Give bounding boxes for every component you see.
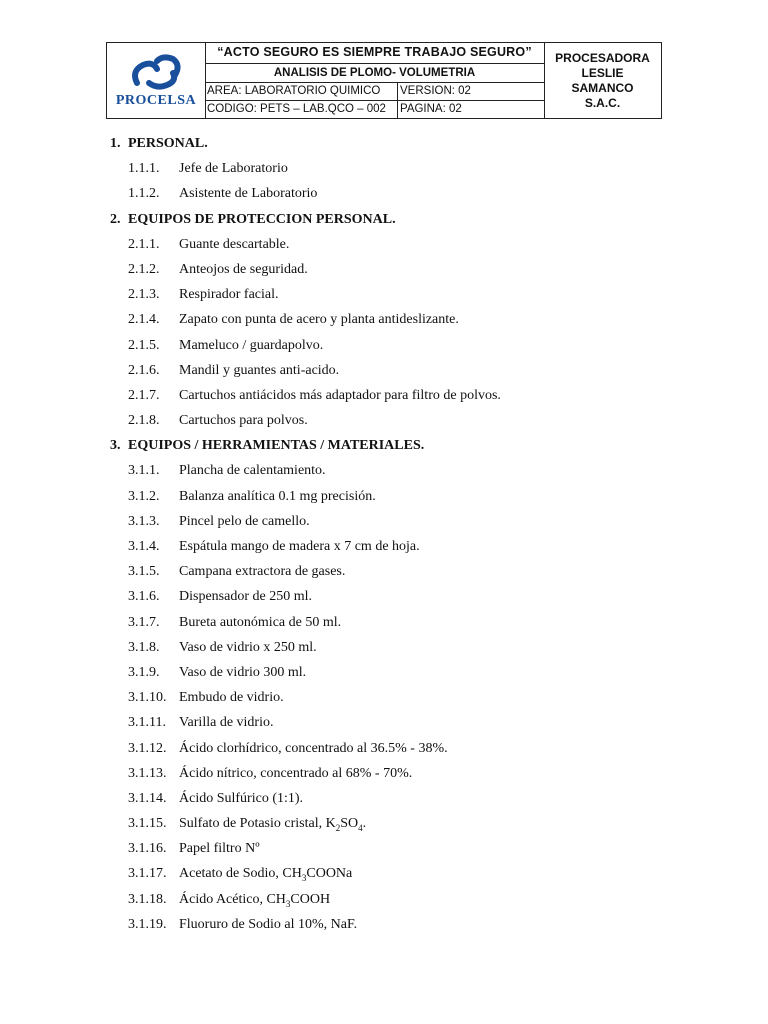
section-title [110, 433, 670, 458]
item-number: 3.1.11. [128, 715, 166, 731]
code-field: CODIGO: PETS – LAB.QCO – 002 [205, 101, 398, 118]
item-text: Zapato con punta de acero y planta antideslizante. [179, 312, 459, 328]
list-item [110, 584, 670, 609]
item-text: Dispensador de 250 ml. [179, 589, 312, 605]
item-number: 3.1.14. [128, 790, 167, 806]
item-text: Ácido Sulfúrico (1:1). [179, 790, 304, 806]
list-item [110, 232, 670, 257]
item-number: 3.1.13. [128, 765, 167, 781]
item-text: Papel filtro Nº [179, 841, 260, 857]
item-text: Balanza analítica 0.1 mg precisión. [179, 488, 376, 504]
page-field: PAGINA: 02 [400, 103, 462, 115]
item-text: Asistente de Laboratorio [179, 186, 318, 202]
list-item [110, 509, 670, 534]
section-title [110, 131, 670, 156]
company-line: SAMANCO [571, 80, 634, 95]
list-item [110, 333, 670, 358]
item-text: Sulfato de Potasio cristal, $K_2SO_4$. [179, 816, 367, 833]
item-number: 2.1.2. [128, 261, 160, 277]
list-item [110, 786, 670, 811]
item-number: 3.1.1. [128, 463, 160, 479]
item-text: Bureta autonómica de 50 ml. [179, 614, 342, 630]
item-number: 3.1.9. [128, 664, 160, 680]
section-number: 2. [110, 211, 121, 227]
item-text: Cartuchos para polvos. [179, 413, 308, 429]
item-number: 1.1.1. [128, 161, 160, 177]
item-text: Anteojos de seguridad. [179, 261, 308, 277]
item-number: 2.1.6. [128, 362, 160, 378]
item-text: Respirador facial. [179, 287, 279, 303]
area-version-row [205, 83, 544, 101]
section-title-text: EQUIPOS / HERRAMIENTAS / MATERIALES. [128, 438, 425, 454]
item-text: Campana extractora de gases. [179, 564, 346, 580]
list-item [110, 257, 670, 282]
item-number: 3.1.5. [128, 564, 160, 580]
item-number: 2.1.8. [128, 413, 160, 429]
item-text: Mandil y guantes anti-acido. [179, 362, 340, 378]
logo-cell [107, 43, 206, 118]
item-number: 3.1.19. [128, 916, 167, 932]
item-number: 3.1.8. [128, 639, 160, 655]
item-text: Ácido nítrico, concentrado al 68% - 70%. [179, 765, 413, 781]
section-title-text: EQUIPOS DE PROTECCION PERSONAL. [128, 211, 396, 227]
item-text: Varilla de vidrio. [179, 715, 274, 731]
document-title: ANALISIS DE PLOMO- VOLUMETRIA [205, 64, 544, 83]
version-field: VERSION: 02 [400, 85, 471, 97]
list-item [110, 660, 670, 685]
code-page-row [205, 101, 544, 118]
item-number: 3.1.12. [128, 740, 167, 756]
item-number: 3.1.18. [128, 891, 167, 907]
item-text: Acetato de Sodio, $CH_3COONa$ [179, 866, 353, 884]
item-number: 2.1.7. [128, 387, 160, 403]
list-item [110, 156, 670, 181]
list-item [110, 559, 670, 584]
section-title [110, 207, 670, 232]
list-item [110, 836, 670, 861]
list-item [110, 710, 670, 735]
item-number: 3.1.4. [128, 539, 160, 554]
item-text: Ácido clorhídrico, concentrado al 36.5% - 38%. [179, 740, 448, 756]
list-item [110, 358, 670, 383]
item-text: Ácido Acético, $CH_3COOH$ [179, 891, 331, 909]
item-text: Cartuchos antiácidos más adaptador para filtro de polvos. [179, 387, 501, 403]
section-number: 1. [110, 136, 121, 151]
item-text: Espátula mango de madera x 7 cm de hoja. [179, 539, 420, 554]
list-item [110, 458, 670, 483]
list-item [110, 736, 670, 761]
item-text: Vaso de vidrio 300 ml. [179, 664, 307, 680]
logo-text: PROCELSA [115, 93, 197, 108]
item-text: Vaso de vidrio x 250 ml. [179, 639, 317, 655]
list-item [110, 610, 670, 635]
list-item [110, 685, 670, 710]
list-item [110, 811, 670, 836]
company-line: PROCESADORA [555, 50, 650, 65]
list-item [110, 861, 670, 886]
item-number: 3.1.16. [128, 841, 167, 857]
list-item [110, 282, 670, 307]
company-line: S.A.C. [584, 95, 621, 110]
list-item [110, 383, 670, 408]
list-item [110, 761, 670, 786]
section-number: 3. [110, 438, 121, 454]
item-number: 2.1.4. [128, 312, 160, 328]
item-text: Pincel pelo de camello. [179, 513, 310, 529]
item-number: 3.1.17. [128, 866, 167, 882]
item-text: Guante descartable. [179, 236, 290, 252]
list-item [110, 181, 670, 206]
area-field: AREA: LABORATORIO QUIMICO [205, 83, 398, 100]
item-number: 2.1.1. [128, 236, 160, 252]
item-number: 3.1.15. [128, 816, 167, 832]
list-item [110, 912, 670, 937]
item-number: 2.1.3. [128, 287, 160, 303]
list-item [110, 635, 670, 660]
section-title-text: PERSONAL. [128, 136, 208, 151]
company-line: LESLIE [581, 65, 624, 80]
company-name [544, 43, 661, 118]
procedure-list [110, 131, 670, 937]
item-number: 3.1.10. [128, 690, 167, 706]
header-info [205, 43, 545, 118]
document-header [106, 42, 662, 119]
item-text: Jefe de Laboratorio [179, 161, 288, 177]
item-number: 3.1.6. [128, 589, 160, 605]
item-number: 3.1.2. [128, 488, 160, 504]
list-item [110, 484, 670, 509]
list-item [110, 307, 670, 332]
procelsa-logo-icon [127, 53, 185, 91]
item-text: Plancha de calentamiento. [179, 463, 326, 479]
item-number: 2.1.5. [128, 337, 160, 353]
motto: “ACTO SEGURO ES SIEMPRE TRABAJO SEGURO” [205, 43, 544, 64]
list-item [110, 887, 670, 912]
list-item [110, 408, 670, 433]
item-text: Fluoruro de Sodio al 10%, NaF. [179, 916, 358, 932]
item-text: Mameluco / guardapolvo. [179, 337, 324, 353]
item-number: 1.1.2. [128, 186, 160, 202]
item-text: Embudo de vidrio. [179, 690, 284, 706]
item-number: 3.1.3. [128, 513, 160, 529]
list-item [110, 534, 670, 559]
item-number: 3.1.7. [128, 614, 160, 630]
